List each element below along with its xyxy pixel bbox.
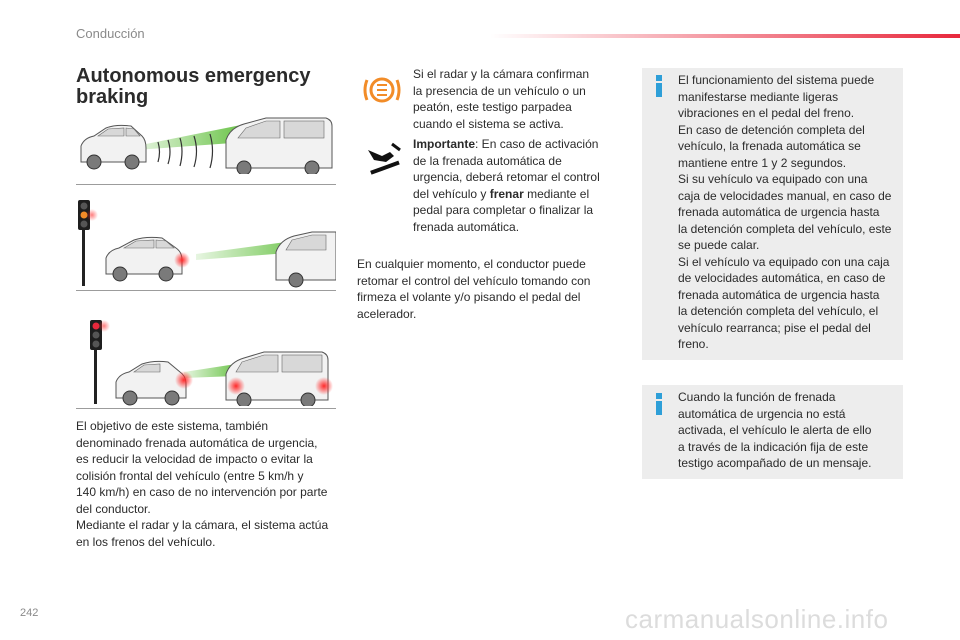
info-box-deactivated-text: Cuando la función de frenada automática de urgencia no está activada, el vehículo le alerta de ello a través de la indicación fija de este testigo acompañado de un mensaje. xyxy=(678,390,872,470)
warning-light-icon xyxy=(362,70,402,115)
info-box-operation xyxy=(642,68,903,360)
illustration-divider-2 xyxy=(76,290,336,291)
info-icon xyxy=(656,75,662,97)
info-box-operation-text: El funcionamiento del sistema puede manifestarse mediante ligeras vibraciones en el pedal del freno. En caso de detención completa del vehículo, la frenada automática se mantiene entre 1 y 2 segundos. Si su vehículo va equipado con una caja de velocidades manual, en caso de frenada automática de urgencia hasta la detención completa del vehículo, este se puede calar. Si el vehículo va equipado con una caja de velocidades automática, en caso de frenada automática de urgencia hasta la detención completa del vehículo, el vehículo rearranca; pise el pedal del freno. xyxy=(678,73,892,351)
header-accent-rule xyxy=(490,34,960,38)
illustration-emergency-braking xyxy=(76,314,336,406)
watermark: carmanualsonline.info xyxy=(625,604,889,634)
page-number: 242 xyxy=(20,607,39,619)
objective-paragraph: El objetivo de este sistema, también denominado frenada automática de urgencia, es reducir la velocidad de impacto o evitar la colisión frontal del vehículo (entre 5 km/h y 140 km/h) en caso de no intervención por parte del conductor. Mediante el radar y la cámara, el sistema actúa en los frenos del vehículo. xyxy=(76,419,329,549)
important-text-part-1: : En caso de activación de la frenada automática de urgencia, deberá retomar el control del vehículo y xyxy=(413,137,600,201)
info-icon xyxy=(656,393,662,415)
page-title-line-2: braking xyxy=(76,86,149,108)
illustration-braking-warning xyxy=(76,196,336,288)
warning-light-text: Si el radar y la cámara confirman la presencia de un vehículo o un peatón, este testigo parpadea cuando el sistema se activa. xyxy=(413,67,590,131)
illustration-divider-3 xyxy=(76,408,336,409)
driver-control-paragraph: En cualquier momento, el conductor puede retomar el control del vehículo tomando con firmeza el volante y/o pisando el pedal del acelerador. xyxy=(357,257,591,321)
important-text-brake: frenar xyxy=(489,186,524,201)
important-note xyxy=(413,136,613,235)
page-title xyxy=(76,66,336,108)
foot-on-pedal-icon xyxy=(364,140,404,181)
illustration-divider-1 xyxy=(76,184,336,185)
section-header: Conducción xyxy=(76,26,145,41)
traffic-light-icon xyxy=(90,320,110,404)
traffic-light-icon xyxy=(78,200,98,286)
info-box-deactivated xyxy=(642,385,903,479)
important-text-part-3: mediante el pedal para completar o finalizar la frenada automática. xyxy=(413,186,594,234)
illustration-radar-detection xyxy=(76,112,336,174)
important-label: Importante xyxy=(413,137,476,151)
page-title-line-1: Autonomous emergency xyxy=(76,65,311,87)
